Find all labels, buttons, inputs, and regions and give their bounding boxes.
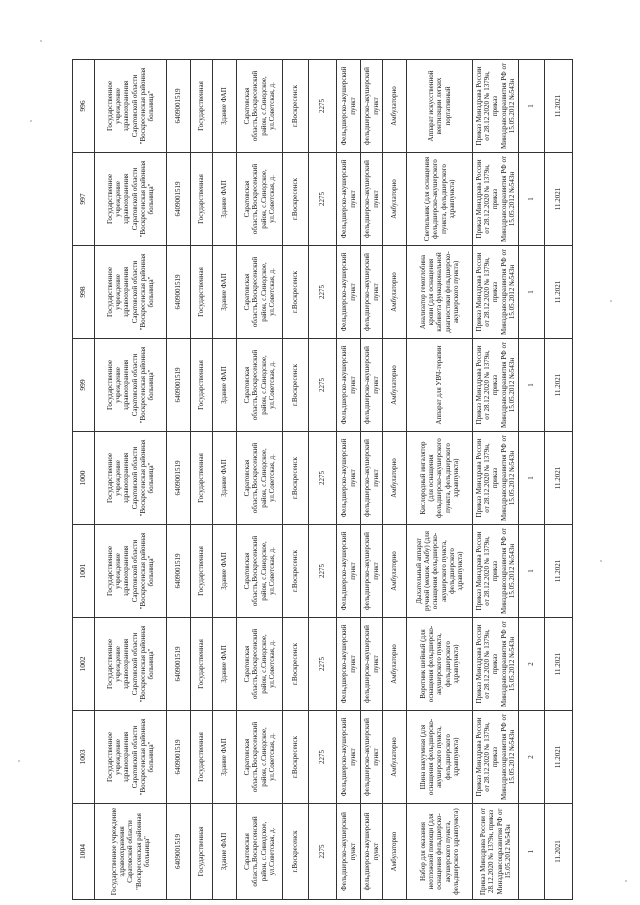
table-cell: Здание ФАП bbox=[213, 339, 237, 432]
table-cell: Амбулаторно bbox=[383, 711, 407, 804]
table-cell: 1 bbox=[519, 804, 545, 900]
table-cell: Государственное учреждение здравоохранения Саратовской области "Воскресенская районная больница" bbox=[95, 246, 167, 339]
table-cell: 1001 bbox=[73, 525, 95, 618]
table-cell: Амбулаторно bbox=[383, 246, 407, 339]
table-cell: Саратовская область,Воскресенский район, с.Синодское, ул.Советская, д. bbox=[237, 432, 283, 525]
table-cell: г.Воскресенск bbox=[283, 153, 309, 246]
scan-speck bbox=[30, 120, 32, 122]
table-cell: Саратовская область,Воскресенский район, с.Синодское, ул.Советская, д. bbox=[237, 711, 283, 804]
table-cell: г.Воскресенск bbox=[283, 525, 309, 618]
table-cell: Государственная bbox=[191, 153, 213, 246]
table-cell: 1 bbox=[519, 60, 545, 153]
table-cell: Саратовская область,Воскресенский район, с.Синодское, ул.Советская, д. bbox=[237, 153, 283, 246]
table-cell: Саратовская область,Воскресенский район, с.Синодское, ул.Советская, д. bbox=[237, 804, 283, 900]
table-cell: Здание ФАП bbox=[213, 525, 237, 618]
table-cell: Государственное учреждение здравоохранения Саратовской области "Воскресенская районная больница" bbox=[95, 525, 167, 618]
rotated-table-wrapper bbox=[72, 60, 572, 900]
table-cell: 6409001519 bbox=[167, 339, 191, 432]
row-equipment-name bbox=[407, 60, 473, 900]
table-cell: 6409001519 bbox=[167, 525, 191, 618]
table-cell: Здание ФАП bbox=[213, 246, 237, 339]
table-cell: Амбулаторно bbox=[383, 525, 407, 618]
table-cell: Амбулаторно bbox=[383, 804, 407, 900]
table-cell: 1 bbox=[519, 432, 545, 525]
table-cell: 2 bbox=[519, 711, 545, 804]
table-cell: Приказ Минздрава России от 28.12.2020 № 1379н, приказ Минздравсоцразвития РФ от 15.05.2012 №543н bbox=[473, 339, 519, 432]
table-cell: Приказ Минздрава России от 28.12.2020 № 1379н, приказ Минздравсоцразвития РФ от 15.05.2012 №543н bbox=[473, 246, 519, 339]
table-cell: Амбулаторно bbox=[383, 432, 407, 525]
table-cell: фельдшерско-акушерский пункт bbox=[361, 432, 383, 525]
table-cell: 2275 bbox=[309, 432, 337, 525]
table-cell: 2275 bbox=[309, 246, 337, 339]
table-cell: Приказ Минздрава России от 28.12.2020 № 1379н, приказ Минздравсоцразвития РФ от 15.05.2012 №543н bbox=[473, 525, 519, 618]
table-cell: г.Воскресенск bbox=[283, 432, 309, 525]
table-cell: 6409001519 bbox=[167, 804, 191, 900]
table-cell: Здание ФАП bbox=[213, 432, 237, 525]
table-cell: 1 bbox=[519, 246, 545, 339]
table-cell: Саратовская область,Воскресенский район, с.Синодское, ул.Советская, д. bbox=[237, 60, 283, 153]
table-cell: Кислородный ингалятор (для оснащения фельдшерско-акушерского пункта, фельдшерского здравпункта) bbox=[407, 432, 473, 525]
table-cell: Амбулаторно bbox=[383, 618, 407, 711]
table-cell: 6409001519 bbox=[167, 246, 191, 339]
table-cell: 999 bbox=[73, 339, 95, 432]
table-cell: Приказ Минздрава России от 28.12.2020 № 1379н, приказ Минздравсоцразвития РФ от 15.05.2012 №543н bbox=[473, 60, 519, 153]
table-cell: Государственная bbox=[191, 804, 213, 900]
table-cell: г.Воскресенск bbox=[283, 246, 309, 339]
table-cell: Здание ФАП bbox=[213, 711, 237, 804]
table-cell: г.Воскресенск bbox=[283, 339, 309, 432]
table-cell: 1 bbox=[519, 525, 545, 618]
table-cell: 11.2021 bbox=[545, 339, 573, 432]
table-cell: г.Воскресенск bbox=[283, 618, 309, 711]
table-cell: Фельдшерско-акушерский пункт bbox=[337, 804, 361, 900]
table-cell: Государственное учреждение здравоохранения Саратовской области "Воскресенская районная больница" bbox=[95, 711, 167, 804]
table-cell: 11.2021 bbox=[545, 246, 573, 339]
table-cell: 2275 bbox=[309, 618, 337, 711]
table-cell: Государственное учреждение здравоохранения Саратовской области "Воскресенская районная больница" bbox=[95, 618, 167, 711]
table-cell: Дыхательный аппарат ручной (мешок Амбу) (для оснащения фельдшерско-акушерского пункта, фельдшерского здравпункта) bbox=[407, 525, 473, 618]
table-cell: 1 bbox=[519, 153, 545, 246]
table-cell: Аппарат искусственной вентиляции легких портативный bbox=[407, 60, 473, 153]
table-cell: 6409001519 bbox=[167, 60, 191, 153]
table-cell: 1002 bbox=[73, 618, 95, 711]
table-cell: 2275 bbox=[309, 711, 337, 804]
table-cell: Саратовская область,Воскресенский район, с.Синодское, ул.Советская, д. bbox=[237, 525, 283, 618]
table-cell: Государственное учреждение здравоохранения Саратовской области "Воскресенская районная больница" bbox=[95, 804, 167, 900]
scan-speck bbox=[625, 880, 627, 882]
table-cell: Здание ФАП bbox=[213, 618, 237, 711]
table-cell: г.Воскресенск bbox=[283, 60, 309, 153]
table-cell: 6409001519 bbox=[167, 711, 191, 804]
row-ownership-form bbox=[191, 60, 213, 900]
table-cell: Государственное учреждение здравоохранения Саратовской области "Воскресенская районная больница" bbox=[95, 432, 167, 525]
table-cell: Саратовская область,Воскресенский район, с.Синодское, ул.Советская, д. bbox=[237, 618, 283, 711]
table-cell: фельдшерско-акушерский пункт bbox=[361, 153, 383, 246]
table-cell: 11.2021 bbox=[545, 804, 573, 900]
table-cell: 11.2021 bbox=[545, 525, 573, 618]
table-cell: 11.2021 bbox=[545, 432, 573, 525]
table-cell: Государственная bbox=[191, 60, 213, 153]
row-quantity bbox=[519, 60, 545, 900]
table-cell: 2 bbox=[519, 618, 545, 711]
table-cell: Фельдшерско-акушерский пункт bbox=[337, 153, 361, 246]
table-cell: Амбулаторно bbox=[383, 60, 407, 153]
table-cell: 6409001519 bbox=[167, 618, 191, 711]
table-cell: 2275 bbox=[309, 525, 337, 618]
row-facility-type bbox=[337, 60, 361, 900]
table-cell: Светильник (для оснащения фельдшерско-акушерского пункта, фельдшерского здравпункта) bbox=[407, 153, 473, 246]
table-cell: 2275 bbox=[309, 804, 337, 900]
equipment-table bbox=[72, 59, 573, 900]
table-cell: Государственная bbox=[191, 432, 213, 525]
table-cell: Государственная bbox=[191, 618, 213, 711]
table-cell: Приказ Минздрава России от 28.12.2020 № 1379н, приказ Минздравсоцразвития РФ от 15.05.2012 №543н bbox=[473, 804, 519, 900]
row-care-condition bbox=[383, 60, 407, 900]
scan-speck bbox=[18, 760, 20, 762]
row-regulatory-order bbox=[473, 60, 519, 900]
row-institution-name bbox=[95, 60, 167, 900]
table-cell: Фельдшерско-акушерский пункт bbox=[337, 432, 361, 525]
table-cell: Амбулаторно bbox=[383, 153, 407, 246]
table-cell: 1 bbox=[519, 339, 545, 432]
table-cell: 997 bbox=[73, 153, 95, 246]
table-cell: Фельдшерско-акушерский пункт bbox=[337, 525, 361, 618]
row-record-id bbox=[73, 60, 95, 900]
table-cell: фельдшерско-акушерский пункт bbox=[361, 525, 383, 618]
scan-speck bbox=[600, 560, 602, 562]
table-cell: фельдшерско-акушерский пункт bbox=[361, 711, 383, 804]
row-address bbox=[237, 60, 283, 900]
table-cell: Государственное учреждение здравоохранения Саратовской области "Воскресенская районная больница" bbox=[95, 339, 167, 432]
table-cell: г.Воскресенск bbox=[283, 804, 309, 900]
table-cell: Государственная bbox=[191, 525, 213, 618]
table-cell: 11.2021 bbox=[545, 618, 573, 711]
table-cell: 11.2021 bbox=[545, 153, 573, 246]
table-cell: 1003 bbox=[73, 711, 95, 804]
row-building bbox=[213, 60, 237, 900]
table-cell: 2275 bbox=[309, 153, 337, 246]
table-cell: фельдшерско-акушерский пункт bbox=[361, 246, 383, 339]
table-cell: Приказ Минздрава России от 28.12.2020 № 1379н, приказ Минздравсоцразвития РФ от 15.05.2012 №543н bbox=[473, 153, 519, 246]
table-cell: Приказ Минздрава России от 28.12.2020 № 1379н, приказ Минздравсоцразвития РФ от 15.05.2012 №543н bbox=[473, 432, 519, 525]
table-cell: Здание ФАП bbox=[213, 60, 237, 153]
table-cell: Фельдшерско-акушерский пункт bbox=[337, 711, 361, 804]
table-cell: фельдшерско-акушерский пункт bbox=[361, 339, 383, 432]
table-cell: фельдшерско-акушерский пункт bbox=[361, 60, 383, 153]
table-cell: 1000 bbox=[73, 432, 95, 525]
table-cell: Государственная bbox=[191, 339, 213, 432]
table-cell: Шина вакуумная (для оснащения фельдшерско-акушерского пункта, фельдшерского здравпункта) bbox=[407, 711, 473, 804]
table-cell: Анализатор гемоглобина крови (для оснащения кабинета функциональной диагностики фельдшерско-акушерского пункта) bbox=[407, 246, 473, 339]
table-cell: Фельдшерско-акушерский пункт bbox=[337, 339, 361, 432]
table-cell: 11.2021 bbox=[545, 60, 573, 153]
scan-speck bbox=[40, 40, 42, 42]
table-cell: Здание ФАП bbox=[213, 153, 237, 246]
table-cell: 1004 bbox=[73, 804, 95, 900]
scan-speck bbox=[610, 300, 612, 302]
table-cell: 6409001519 bbox=[167, 432, 191, 525]
table-cell: фельдшерско-акушерский пункт bbox=[361, 804, 383, 900]
table-cell: Государственное учреждение здравоохранения Саратовской области "Воскресенская районная больница" bbox=[95, 60, 167, 153]
table-cell: Приказ Минздрава России от 28.12.2020 № 1379н, приказ Минздравсоцразвития РФ от 15.05.2012 №543н bbox=[473, 711, 519, 804]
table-cell: г.Воскресенск bbox=[283, 711, 309, 804]
table-cell: Саратовская область,Воскресенский район, с.Синодское, ул.Советская, д. bbox=[237, 339, 283, 432]
table-cell: Аппарат для УВЧ-терапии bbox=[407, 339, 473, 432]
row-date bbox=[545, 60, 573, 900]
table-cell: 998 bbox=[73, 246, 95, 339]
table-cell: 11.2021 bbox=[545, 711, 573, 804]
table-cell: Приказ Минздрава России от 28.12.2020 № 1379н, приказ Минздравсоцразвития РФ от 15.05.2012 №543н bbox=[473, 618, 519, 711]
row-settlement bbox=[283, 60, 309, 900]
table-cell: Набор для оказания неотложной помощи (для оснащения фельдшерско-акушерского пункта, фельдшерского здравпункта) bbox=[407, 804, 473, 900]
table-cell: Фельдшерско-акушерский пункт bbox=[337, 618, 361, 711]
table-cell: Саратовская область,Воскресенский район, с.Синодское, ул.Советская, д. bbox=[237, 246, 283, 339]
table-cell: фельдшерско-акушерский пункт bbox=[361, 618, 383, 711]
table-cell: Воротник шейный (для оснащения фельдшерско-акушерского пункта, фельдшерского здравпункта) bbox=[407, 618, 473, 711]
row-code bbox=[309, 60, 337, 900]
table-cell: 2275 bbox=[309, 60, 337, 153]
table-cell: 2275 bbox=[309, 339, 337, 432]
table-cell: 996 bbox=[73, 60, 95, 153]
table-cell: Здание ФАП bbox=[213, 804, 237, 900]
row-inn bbox=[167, 60, 191, 900]
table-cell: Фельдшерско-акушерский пункт bbox=[337, 60, 361, 153]
table-cell: Государственное учреждение здравоохранения Саратовской области "Воскресенская районная больница" bbox=[95, 153, 167, 246]
row-unit bbox=[361, 60, 383, 900]
table-cell: Фельдшерско-акушерский пункт bbox=[337, 246, 361, 339]
table-cell: Государственная bbox=[191, 711, 213, 804]
table-cell: 6409001519 bbox=[167, 153, 191, 246]
table-cell: Амбулаторно bbox=[383, 339, 407, 432]
table-cell: Государственная bbox=[191, 246, 213, 339]
